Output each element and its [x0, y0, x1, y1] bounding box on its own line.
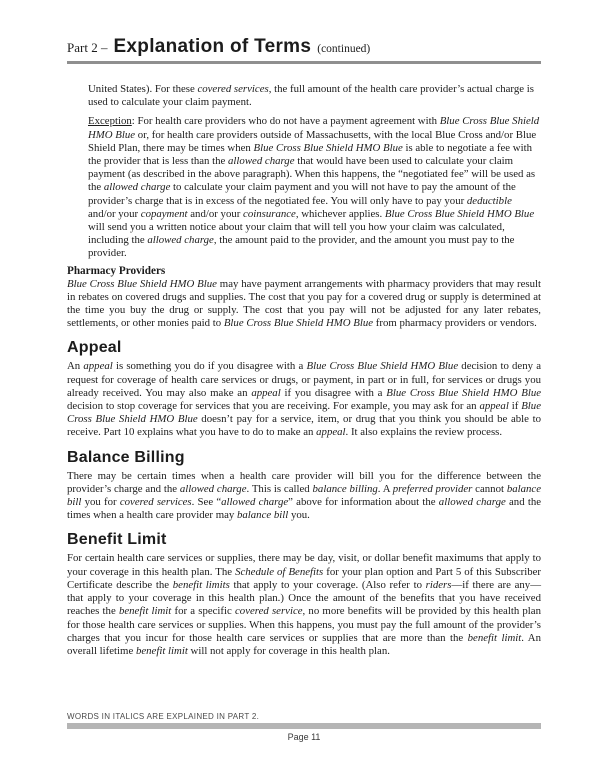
italic-term: Schedule of Benefits: [235, 565, 324, 578]
footer-note: WORDS IN ITALICS ARE EXPLAINED IN PART 2.: [67, 712, 260, 721]
text-run: for a specific: [171, 605, 236, 618]
text-run: , the amount paid to the provider, and the amount you must pay to the provider.: [88, 234, 515, 260]
text-run: , whichever applies.: [295, 207, 385, 220]
text-run: decision to deny a request for coverage of health care services or drugs, or payment, in part or in full, for services or drugs you already received. You may also make an: [67, 360, 541, 399]
italic-term: benefit limit: [118, 605, 172, 618]
text-run: will not apply for coverage in this health plan.: [187, 644, 390, 657]
text-run: you for: [81, 496, 120, 509]
italic-term: appeal: [83, 360, 113, 373]
italic-term: allowed charge: [103, 181, 171, 194]
underlined-term: Exception: [88, 115, 132, 128]
text-run: if: [508, 400, 522, 413]
italic-term: riders: [425, 578, 452, 591]
section-benefit-limit: [67, 530, 541, 658]
italic-term: preferred provider: [392, 482, 473, 495]
italic-term: appeal: [251, 386, 281, 399]
italic-term: benefit limit: [467, 631, 522, 644]
text-run: from pharmacy providers or vendors.: [373, 317, 537, 330]
italic-term: benefit limit: [135, 644, 188, 657]
text-run: will send you a written notice about your claim that will tell you how your claim was calculated, including the: [88, 221, 505, 247]
italic-term: allowed charge: [147, 234, 214, 247]
paragraph: [67, 552, 541, 658]
page-header: [67, 36, 541, 64]
text-run: ” above for information about the: [288, 496, 439, 509]
header-title-line: [67, 36, 541, 58]
text-run: for your plan option and Part 5 of this Subscriber Certificate describe the: [67, 565, 542, 591]
paragraph: [67, 360, 541, 439]
italic-term: copayment: [140, 207, 188, 220]
section-heading-benefit-limit: Benefit Limit: [67, 531, 167, 549]
text-run: An: [67, 360, 84, 373]
italic-term: deductible: [466, 194, 512, 207]
part-label: Part 2 –: [67, 40, 108, 55]
italic-term: covered services: [119, 496, 192, 509]
page-content: [67, 36, 541, 658]
text-run: —if there are any—that apply to your coverage in this health plan.) Once the amount of the benefits that you have received reaches the: [67, 578, 542, 618]
text-run: decision to stop coverage for services that you are receiving. For example, you may ask for an: [67, 400, 480, 413]
italic-term: balance bill: [67, 482, 541, 509]
italic-term: coinsurance: [243, 207, 296, 220]
page-title: Explanation of Terms: [113, 36, 312, 57]
italic-term: Blue Cross Blue Shield HMO Blue: [386, 386, 542, 399]
text-run: , no more benefits will be provided by this health plan for those health care services or supplies. When this happens, you must pay the full amount of the provider’s charges that you incur for those health care services or supplies that are more than the: [67, 605, 541, 644]
text-run: . See “: [191, 496, 222, 509]
text-run: may have payment arrangements with pharmacy providers that may result in rebates on covered drugs and supplies. The cost that you pay for a covered drug or supply is determined at the time you buy the drug or supply. The cost that you pay will not be adjusted for any later rebates, settlements, or other monies paid to: [67, 277, 541, 330]
section-allowed-charge-continuation: [67, 83, 541, 261]
continued-label: (continued): [317, 43, 371, 55]
italic-term: allowed charge: [438, 496, 506, 509]
text-run: that apply to your coverage. (Also refer to: [229, 578, 426, 591]
paragraph: [67, 470, 541, 523]
text-run: and the times when a health care provider may: [67, 496, 542, 522]
italic-term: covered service: [235, 605, 303, 618]
text-run: you.: [288, 509, 310, 522]
text-run: United States). For these: [88, 83, 198, 95]
text-run: . It also explains the review process.: [345, 426, 503, 439]
paragraph: [67, 278, 541, 331]
text-run: : For health care providers who do not have a payment agreement with: [131, 115, 440, 128]
text-run: is able to negotiate a fee with the provider that is less than the: [88, 141, 532, 168]
italic-term: balance bill: [236, 509, 289, 522]
text-run: . This is called: [246, 482, 313, 495]
section-heading-appeal: Appeal: [67, 339, 122, 357]
page-footer: [67, 712, 541, 742]
section-heading-balance-billing: Balance Billing: [67, 448, 185, 466]
text-run: that would have been used to calculate your claim payment (as described in the above paragraph). When this happens, the “negotiated fee” will be used as the: [88, 155, 536, 194]
italic-term: Blue Cross Blue Shield HMO Blue: [384, 207, 535, 220]
italic-term: covered services: [197, 83, 269, 95]
text-run: to calculate your claim payment and you will not have to pay the amount of the provider’s charge that is in excess of the negotiated fee. You will only have to pay your: [88, 181, 516, 207]
italic-term: Blue Cross Blue Shield HMO Blue: [67, 400, 541, 426]
footer-rule: [67, 723, 541, 729]
italic-term: Blue Cross Blue Shield HMO Blue: [88, 115, 540, 141]
text-run: if you disagree with a: [280, 386, 387, 399]
italic-term: Blue Cross Blue Shield HMO Blue: [223, 317, 374, 330]
italic-term: allowed charge: [228, 155, 295, 168]
italic-term: allowed charge: [221, 496, 289, 509]
section-pharmacy-providers: [67, 265, 541, 331]
paragraph: [88, 83, 541, 109]
text-run: and/or your: [88, 207, 141, 220]
section-appeal: [67, 338, 541, 439]
text-run: There may be certain times when a health care provider will bill you for the difference between the provider’s charge and the: [67, 469, 541, 495]
italic-term: allowed charge: [179, 482, 247, 495]
section-balance-billing: [67, 448, 541, 523]
text-run: , the full amount of the health care provider’s actual charge is used to calculate your claim payment.: [88, 83, 534, 109]
italic-term: Blue Cross Blue Shield HMO Blue: [306, 360, 459, 373]
header-rule: [67, 61, 541, 64]
italic-term: Blue Cross Blue Shield HMO Blue: [253, 141, 403, 154]
text-run: and/or your: [187, 207, 244, 220]
page-number: Page 11: [287, 732, 321, 742]
text-run: . An overall lifetime: [67, 631, 541, 657]
text-run: is something you do if you disagree with a: [112, 360, 307, 373]
section-heading-pharmacy-providers: Pharmacy Providers: [67, 264, 166, 277]
text-run: For certain health care services or supplies, there may be day, visit, or dollar benefit maximums that apply to your coverage in this health plan. The: [67, 552, 541, 578]
text-run: cannot: [472, 482, 507, 495]
document-body: [67, 83, 541, 658]
italic-term: appeal: [479, 400, 509, 413]
text-run: or, for health care providers outside of Massachusetts, with the local Blue Cross and/or Blue Shield Plan, there may be times when: [88, 128, 537, 154]
italic-term: balance billing: [312, 482, 378, 495]
italic-term: appeal: [316, 426, 346, 439]
text-run: doesn’t pay for a service, item, or drug that you think you should be able to receive. Part 10 explains what you have to do to make an: [67, 413, 541, 439]
italic-term: benefit limits: [172, 578, 230, 591]
text-run: . A: [377, 482, 393, 495]
paragraph: [88, 115, 541, 260]
italic-term: Blue Cross Blue Shield HMO Blue: [67, 277, 217, 290]
